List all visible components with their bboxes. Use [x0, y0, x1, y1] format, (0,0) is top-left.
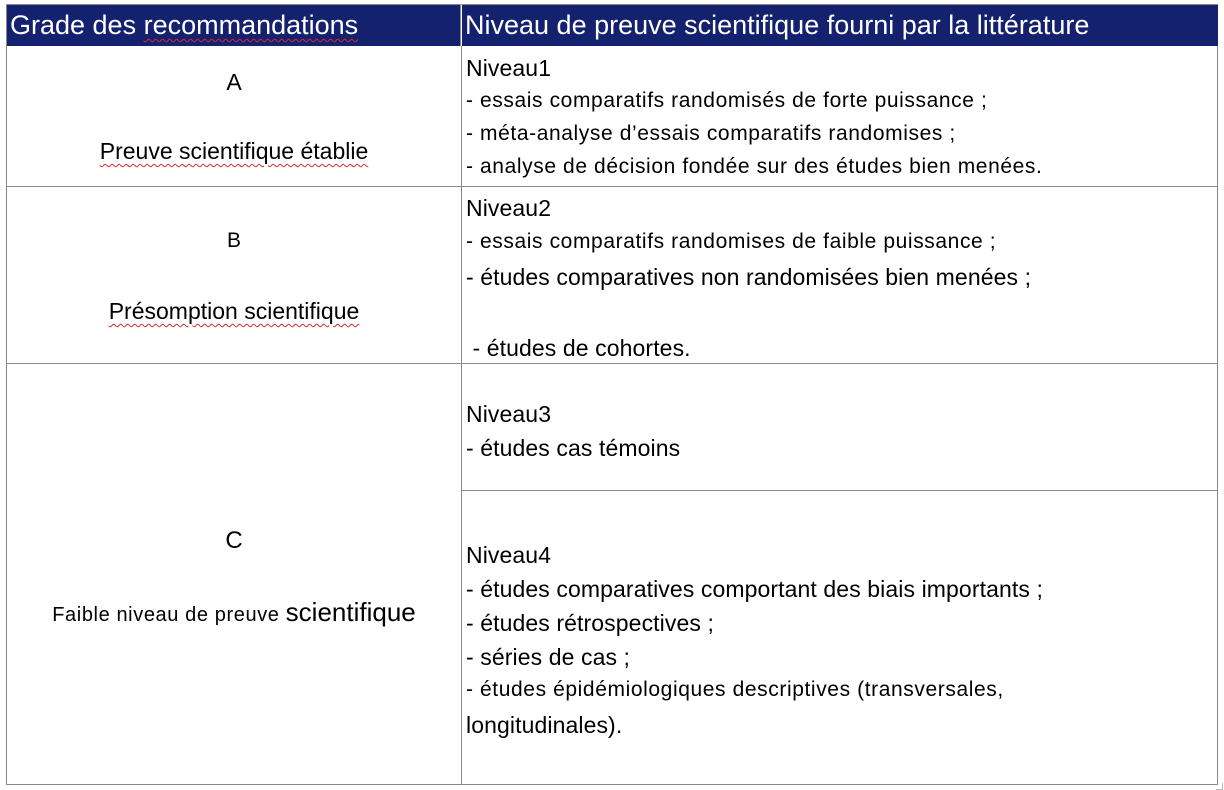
niveau2-item: - essais comparatifs randomises de faible puissance ;: [466, 230, 997, 253]
page-corner-mark: [1216, 783, 1223, 790]
niveau4-item: - études rétrospectives ;: [466, 610, 714, 636]
niveau4-item: - séries de cas ;: [466, 644, 631, 670]
grade-b-label: Présomption scientifique: [108, 298, 360, 324]
niveau1-title: Niveau1: [466, 55, 552, 81]
grade-c-letter: C: [225, 527, 243, 554]
niveau1-item: - essais comparatifs randomisés de forte puissance ;: [466, 89, 988, 112]
niveau4-item: longitudinales).: [466, 712, 623, 738]
grade-b-letter: B: [226, 229, 241, 252]
row-divider-niveau3-niveau4: [462, 490, 1217, 491]
grade-c-label: Faible niveau de preuve scientifique: [52, 597, 416, 627]
column-divider: [461, 46, 462, 785]
niveau3-item: - études cas témoins: [466, 435, 681, 461]
niveau4-item: - études épidémiologiques descriptives (transversales,: [466, 678, 1004, 701]
niveau2-item: - études comparatives non randomisées bien menées ;: [466, 264, 1032, 290]
niveau4-item: - études comparatives comportant des biais importants ;: [466, 576, 1043, 602]
grade-a-label: Preuve scientifique établie: [99, 138, 369, 164]
niveau1-item: - méta-analyse d’essais comparatifs randomises ;: [466, 122, 956, 145]
niveau2-item: - études de cohortes.: [466, 335, 691, 361]
niveau2-title: Niveau2: [466, 195, 552, 221]
niveau3-title: Niveau3: [466, 401, 552, 427]
header-grade-text: Grade des: [10, 10, 144, 40]
header-evidence-column: Niveau de preuve scientifique fourni par la littérature: [462, 5, 1218, 46]
evidence-grade-table: [6, 4, 1218, 785]
niveau1-item: - analyse de décision fondée sur des études bien menées.: [466, 155, 1043, 178]
header-grade-column: [7, 5, 461, 46]
row-divider-a-b: [7, 186, 1217, 187]
grade-a-letter: A: [226, 69, 242, 95]
header-grade-text-2: recommandations: [143, 10, 359, 40]
niveau4-title: Niveau4: [466, 542, 552, 568]
row-divider-b-c: [7, 363, 1217, 364]
